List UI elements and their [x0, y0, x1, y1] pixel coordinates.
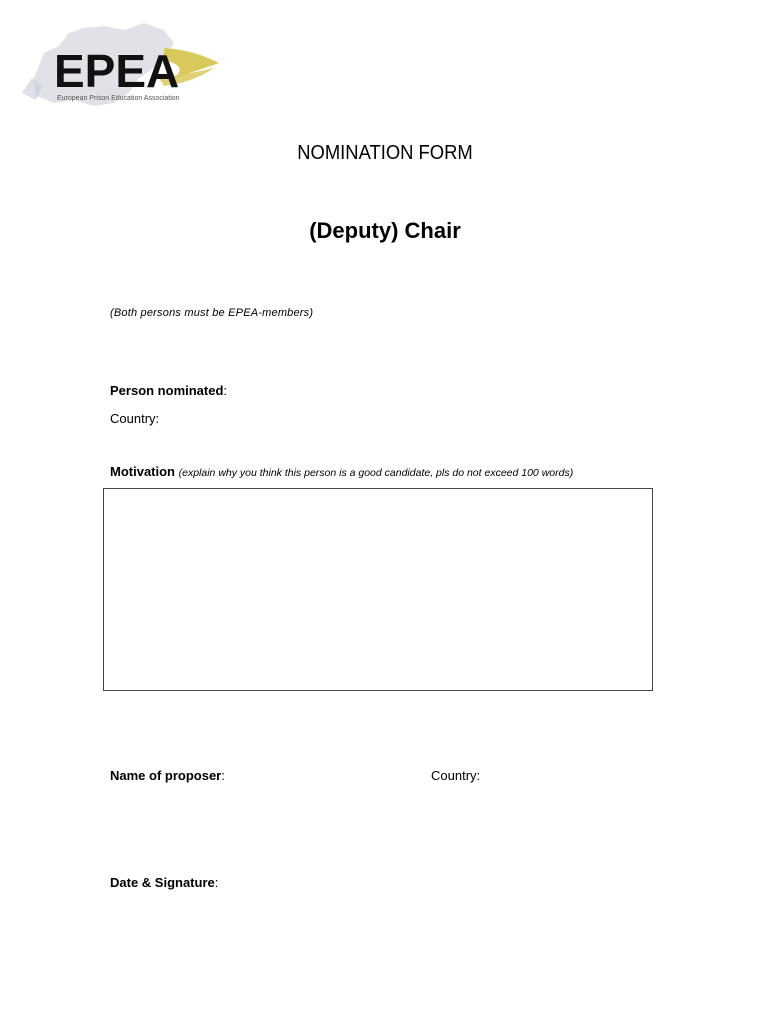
date-signature-field [110, 875, 218, 890]
motivation-hint: (explain why you think this person is a good candidate, pls do not exceed 100 words) [178, 467, 574, 479]
motivation-textbox[interactable] [103, 488, 653, 691]
membership-note: (Both persons must be EPEA-members) [110, 307, 314, 319]
person-nominated-label: Person nominated [110, 383, 224, 398]
logo-subtext: European Prison Education Association [57, 95, 180, 102]
proposer-field [110, 768, 225, 783]
form-subtitle: (Deputy) Chair [309, 218, 461, 243]
date-signature-label: Date & Signature [110, 875, 215, 890]
epea-logo [14, 8, 234, 118]
proposer-country-label: Country: [431, 768, 481, 783]
colon: : [223, 383, 228, 398]
motivation-label: Motivation [110, 464, 175, 479]
colon: : [214, 875, 219, 890]
form-title: NOMINATION FORM [297, 142, 473, 164]
colon: : [221, 768, 225, 783]
country-label: Country: [110, 411, 160, 426]
logo-text: EPEA [54, 45, 180, 97]
motivation-field [110, 464, 573, 479]
person-nominated-field [110, 383, 227, 398]
proposer-label: Name of proposer [110, 768, 222, 783]
